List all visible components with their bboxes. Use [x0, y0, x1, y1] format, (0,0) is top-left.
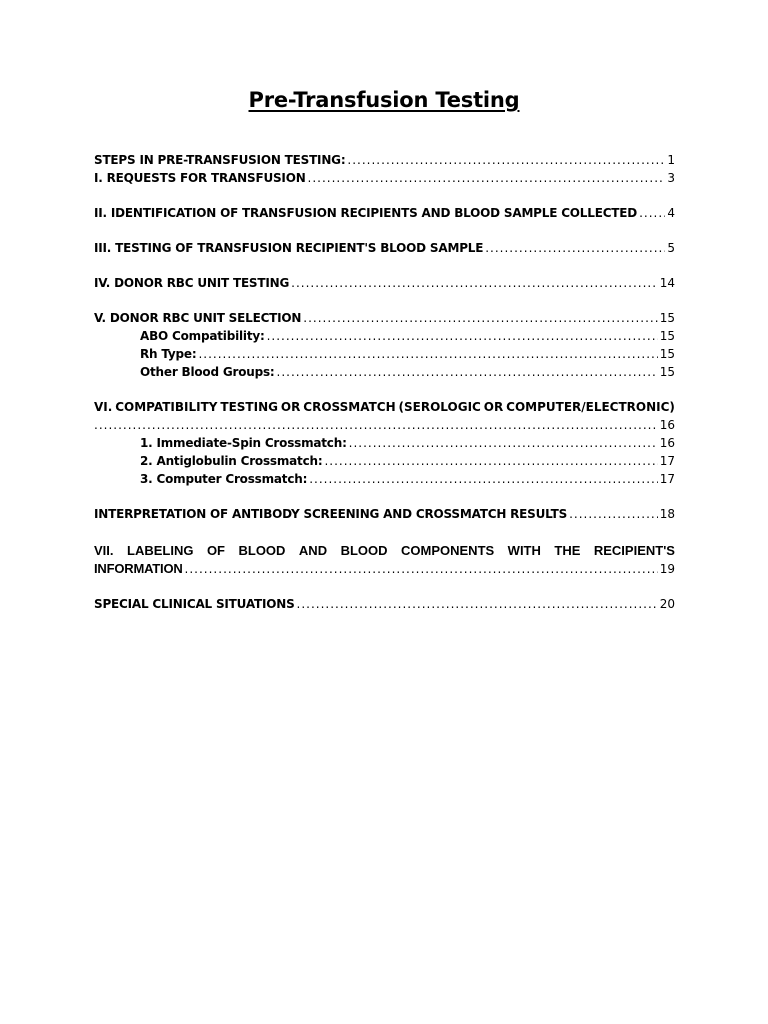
toc-entry-label: II. IDENTIFICATION OF TRANSFUSION RECIPIENTS AND BLOOD SAMPLE COLLECTED	[94, 206, 638, 220]
toc-entry-donor-testing[interactable]	[94, 274, 675, 292]
toc-entry-label: 1. Immediate-Spin Crossmatch:	[140, 436, 347, 450]
dot-leader	[198, 345, 657, 363]
toc-word: LABELING	[127, 543, 194, 558]
toc-word: RECIPIENT'S	[593, 543, 675, 558]
toc-entry-compatibility-line2[interactable]	[94, 416, 675, 434]
toc-entry-donor-selection[interactable]	[94, 309, 675, 327]
toc-page-number: 1	[667, 153, 675, 167]
toc-page-number: 20	[659, 597, 675, 611]
toc-word: AND	[298, 543, 328, 558]
page-title: Pre-Transfusion Testing	[248, 88, 520, 112]
table-of-contents	[94, 151, 675, 613]
toc-page-number: 16	[659, 436, 675, 450]
toc-entry-steps[interactable]	[94, 151, 675, 169]
toc-page-number: 15	[659, 347, 675, 361]
toc-page-number: 16	[659, 418, 675, 432]
toc-entry-label: Other Blood Groups:	[140, 365, 275, 379]
toc-entry-label: SPECIAL CLINICAL SITUATIONS	[94, 597, 295, 611]
toc-entry-compatibility-line1[interactable]	[94, 398, 675, 416]
toc-page-number: 3	[667, 171, 675, 185]
toc-entry-identification[interactable]	[94, 204, 675, 222]
toc-entry-label: III. TESTING OF TRANSFUSION RECIPIENT'S BLOOD SAMPLE	[94, 241, 484, 255]
dot-leader	[485, 239, 665, 257]
toc-entry-labeling-line2[interactable]	[94, 560, 675, 578]
toc-word: VII.	[94, 543, 114, 558]
dot-leader	[349, 434, 658, 452]
toc-word: WITH	[507, 543, 541, 558]
toc-entry-label: V. DONOR RBC UNIT SELECTION	[94, 311, 302, 325]
toc-word: THE	[554, 543, 581, 558]
toc-page-number: 19	[659, 562, 675, 576]
toc-word: BLOOD	[340, 543, 388, 558]
toc-subentry-other-groups[interactable]	[94, 363, 675, 381]
toc-entry-requests[interactable]	[94, 169, 675, 187]
toc-entry-testing-recipient[interactable]	[94, 239, 675, 257]
toc-page-number: 15	[659, 329, 675, 343]
toc-entry-label: 2. Antiglobulin Crossmatch:	[140, 454, 323, 468]
dot-leader	[94, 416, 658, 434]
toc-word: TESTING	[220, 400, 278, 414]
toc-page-number: 4	[667, 206, 675, 220]
toc-word: OF	[206, 543, 225, 558]
toc-subentry-rh[interactable]	[94, 345, 675, 363]
toc-subentry-computer[interactable]	[94, 470, 675, 488]
dot-leader	[291, 274, 658, 292]
toc-entry-label: STEPS IN PRE-TRANSFUSION TESTING:	[94, 153, 346, 167]
toc-page-number: 14	[659, 276, 675, 290]
toc-entry-label: INFORMATION	[94, 561, 183, 576]
dot-leader	[185, 560, 658, 578]
toc-word: COMPATIBILITY	[115, 400, 218, 414]
toc-page-number: 15	[659, 365, 675, 379]
toc-page-number: 17	[659, 472, 675, 486]
toc-word: OR	[280, 400, 301, 414]
toc-page-number: 5	[667, 241, 675, 255]
dot-leader	[267, 327, 658, 345]
toc-word: (SEROLOGIC	[398, 400, 481, 414]
dot-leader	[303, 309, 657, 327]
toc-entry-label: 3. Computer Crossmatch:	[140, 472, 308, 486]
dot-leader	[569, 505, 658, 523]
toc-word: OR	[483, 400, 504, 414]
toc-word: BLOOD	[238, 543, 286, 558]
toc-entry-special-situations[interactable]	[94, 595, 675, 613]
toc-subentry-immediate-spin[interactable]	[94, 434, 675, 452]
toc-page-number: 15	[659, 311, 675, 325]
dot-leader	[297, 595, 658, 613]
toc-entry-label: I. REQUESTS FOR TRANSFUSION	[94, 171, 306, 185]
dot-leader	[277, 363, 658, 381]
toc-page-number: 18	[659, 507, 675, 521]
dot-leader	[324, 452, 657, 470]
toc-subentry-abo[interactable]	[94, 327, 675, 345]
toc-page-number: 17	[659, 454, 675, 468]
toc-entry-label: IV. DONOR RBC UNIT TESTING	[94, 276, 290, 290]
toc-word: COMPONENTS	[401, 543, 495, 558]
toc-entry-interpretation[interactable]	[94, 505, 675, 523]
toc-entry-labeling-line1[interactable]	[94, 542, 675, 560]
dot-leader	[347, 151, 665, 169]
toc-entry-label: INTERPRETATION OF ANTIBODY SCREENING AND CROSSMATCH RESULTS	[94, 507, 568, 521]
dot-leader	[309, 470, 658, 488]
toc-word: CROSSMATCH	[303, 400, 396, 414]
toc-word: COMPUTER/ELECTRONIC)	[506, 400, 675, 414]
toc-subentry-antiglobulin[interactable]	[94, 452, 675, 470]
toc-word: VI.	[94, 400, 113, 414]
dot-leader	[308, 169, 666, 187]
dot-leader	[639, 204, 665, 222]
toc-entry-label: ABO Compatibility:	[140, 329, 265, 343]
toc-entry-label: Rh Type:	[140, 347, 197, 361]
